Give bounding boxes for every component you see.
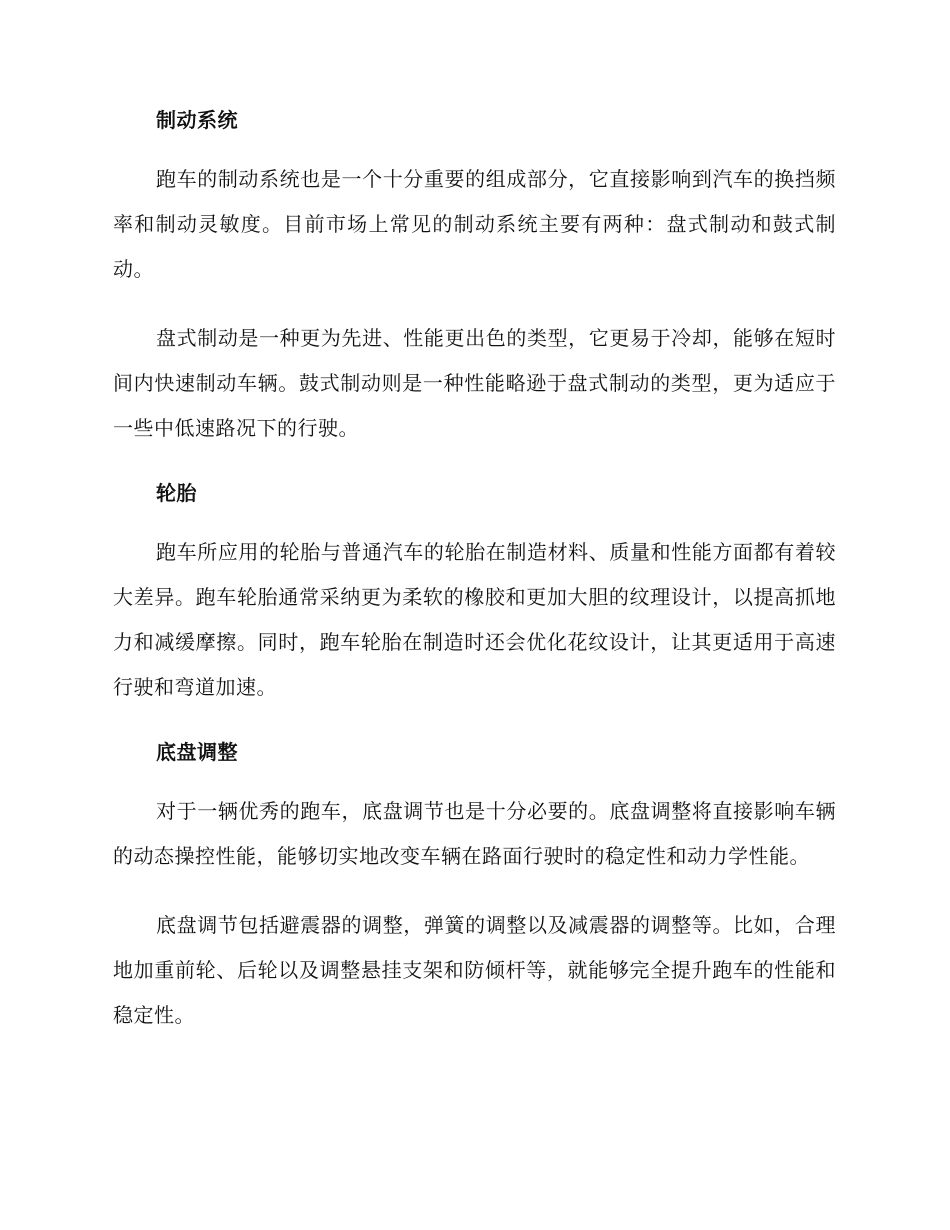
paragraph: 底盘调节包括避震器的调整，弹簧的调整以及减震器的调整等。比如，合理地加重前轮、后轮以及调整悬挂支架和防倾杆等，就能够完全提升跑车的性能和稳定性。	[113, 913, 836, 1027]
section-heading: 轮胎	[156, 481, 197, 505]
paragraph: 跑车所应用的轮胎与普通汽车的轮胎在制造材料、质量和性能方面都有着较大差异。跑车轮胎通常采纳更为柔软的橡胶和更加大胆的纹理设计，以提高抓地力和减缓摩擦。同时，跑车轮胎在制造时还会优化花纹设计，让其更适用于高速行驶和弯道加速。	[113, 540, 836, 699]
section-chassis-tuning	[113, 741, 836, 1038]
section-tires	[113, 482, 836, 710]
section-braking-system	[113, 109, 836, 451]
section-heading: 底盘调整	[156, 740, 238, 764]
section-heading: 制动系统	[156, 108, 238, 132]
paragraph: 对于一辆优秀的跑车，底盘调节也是十分必要的。底盘调整将直接影响车辆的动态操控性能，能够切实地改变车辆在路面行驶时的稳定性和动力学性能。	[113, 799, 836, 868]
paragraph: 盘式制动是一种更为先进、性能更出色的类型，它更易于冷却，能够在短时间内快速制动车辆。鼓式制动则是一种性能略逊于盘式制动的类型，更为适应于一些中低速路况下的行驶。	[113, 326, 836, 440]
paragraph: 跑车的制动系统也是一个十分重要的组成部分，它直接影响到汽车的换挡频率和制动灵敏度。目前市场上常见的制动系统主要有两种：盘式制动和鼓式制动。	[113, 167, 836, 281]
